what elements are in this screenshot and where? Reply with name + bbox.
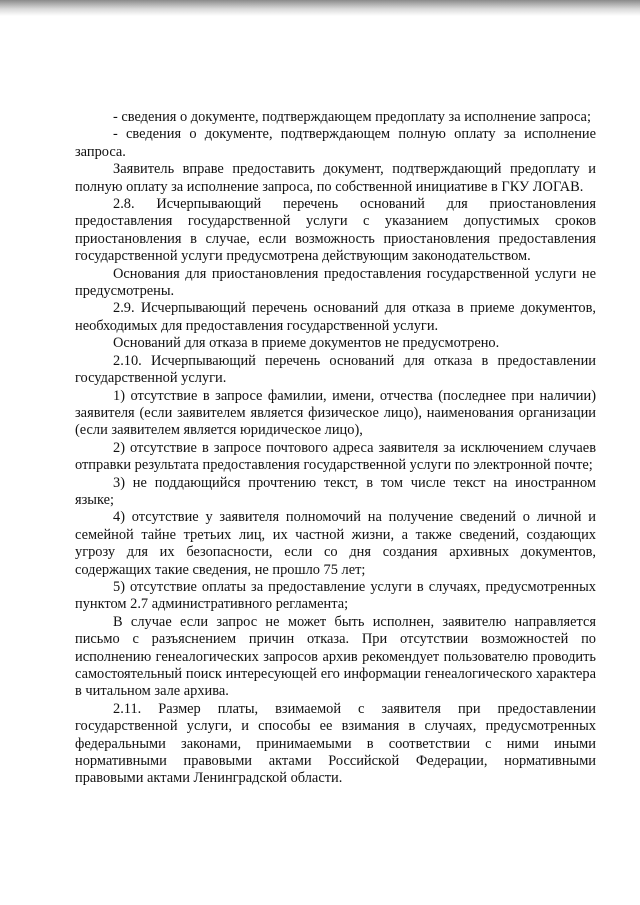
paragraph: Оснований для отказа в приеме документов не предусмотрено. (113, 335, 500, 352)
paragraph: Основания для приостановления предоставления государственной услуги не предусмотрены. (75, 265, 596, 300)
paragraph: - сведения о документе, подтверждающем полную оплату за исполнение запроса. (75, 126, 596, 160)
scan-edge-shadow (0, 0, 640, 16)
paragraph: 2) отсутствие в запросе почтового адреса заявителя за исключением случаев отправки результата предоставления государственной услуги по электронной почте; (75, 439, 596, 474)
paragraph: 2.8. Исчерпывающий перечень оснований для приостановления предоставления государственной услуги с указанием допустимых сроков приостановления в случае, если возможность приостановления предоставления государственной услуги предусмотрена действующим законодательством. (75, 196, 596, 265)
paragraph: 1) отсутствие в запросе фамилии, имени, отчества (последнее при наличии) заявителя (если заявителем является физическое лицо), наименования организации (если заявителем является юридическое лицо), (75, 387, 596, 439)
paragraph: 2.10. Исчерпывающий перечень оснований для отказа в предоставлении государственной услуги. (75, 352, 596, 387)
paragraph: 4) отсутствие у заявителя полномочий на получение сведений о личной и семейной тайне третьих лиц, их частной жизни, а также сведений, создающих угрозу для их безопасности, если со дня создания архивных документов, содержащих такие сведения, не прошло 75 лет; (75, 509, 596, 578)
document-body (75, 109, 596, 788)
paragraph: 3) не поддающийся прочтению текст, в том числе текст на иностранном языке; (75, 474, 596, 508)
paragraph: В случае если запрос не может быть исполнен, заявителю направляется письмо с разъяснением причин отказа. При отсутствии возможностей по исполнению генеалогических запросов архив рекомендует пользователю проводить самостоятельный поиск интересующей его информации генеалогического характера в читальном зале архива. (75, 613, 596, 700)
paragraph: 2.11. Размер платы, взимаемой с заявителя при предоставлении государственной услуги, и способы ее взимания в случаях, предусмотренных федеральными законами, принимаемыми в соответствии с ними иными нормативными правовыми актами Российской Федерации, нормативными правовыми актами Ленинградской области. (75, 700, 596, 787)
paragraph: 2.9. Исчерпывающий перечень оснований для отказа в приеме документов, необходимых для предоставления государственной услуги. (75, 300, 596, 334)
paragraph: Заявитель вправе предоставить документ, подтверждающий предоплату и полную оплату за исполнение запроса, по собственной инициативе в ГКУ ЛОГАВ. (75, 161, 596, 195)
paragraph: - сведения о документе, подтверждающем предоплату за исполнение запроса; (113, 109, 591, 125)
paragraph: 5) отсутствие оплаты за предоставление услуги в случаях, предусмотренных пунктом 2.7 административного регламента; (75, 578, 596, 613)
